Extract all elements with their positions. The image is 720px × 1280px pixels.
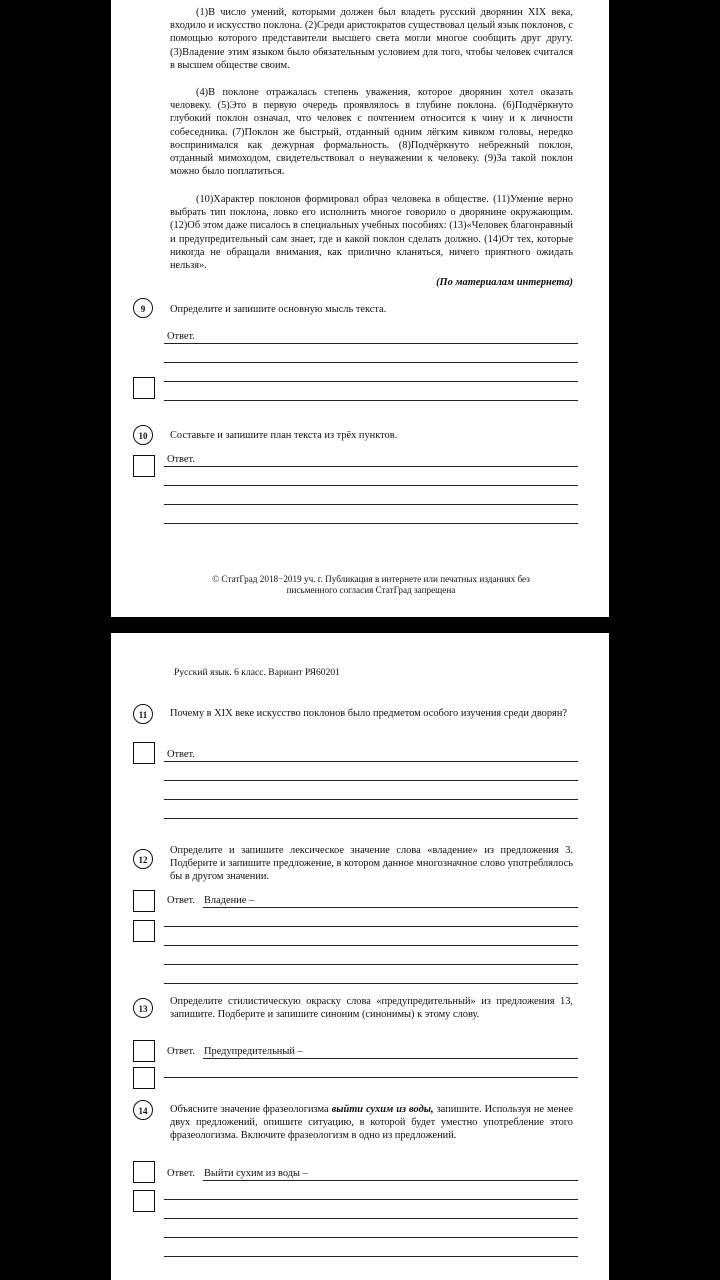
answer-line[interactable] <box>164 504 578 505</box>
question-12-number: 12 <box>133 849 153 869</box>
text-paragraph-3: (10)Характер поклонов формировал образ человека в обществе. (11)Умение верно выбрать тип поклона, ловко его исполнить многое говорило о дворянине окружающим. (12)Об этом даже писалось в специальных учебных пособиях: (13)«Человек благонравный и предупредительный сам знает, где и какой поклон сделать должно. (14)От тех, которые никогда не обращали внимания, как прилично кланяться, ничего приятного ожидать нельзя». <box>170 194 573 272</box>
answer-line[interactable] <box>164 799 578 800</box>
answer-line[interactable] <box>164 1218 578 1219</box>
score-box[interactable] <box>133 377 155 399</box>
question-12-answer-prefix: Владение – <box>204 895 255 906</box>
answer-line[interactable] <box>164 1256 578 1257</box>
question-14-text-before: Объясните значение фразеологизма <box>170 1104 332 1115</box>
question-9-number: 9 <box>133 298 153 318</box>
score-box[interactable] <box>133 742 155 764</box>
answer-line[interactable] <box>164 1077 578 1078</box>
score-box[interactable] <box>133 1040 155 1062</box>
question-13-answer-label: Ответ. <box>167 1046 195 1057</box>
question-10-text: Составьте и запишите план текста из трёх пунктов. <box>170 430 398 441</box>
answer-line[interactable] <box>203 1058 578 1059</box>
answer-line[interactable] <box>164 964 578 965</box>
question-14-answer-label: Ответ. <box>167 1168 195 1179</box>
page-header: Русский язык. 6 класс. Вариант РЯ60201 <box>174 667 340 678</box>
phraseologism: выйти сухим из воды, <box>331 1104 434 1115</box>
answer-line[interactable] <box>203 1180 578 1181</box>
question-13-number: 13 <box>133 998 153 1018</box>
question-11-number: 11 <box>133 704 153 724</box>
answer-line[interactable] <box>164 381 578 382</box>
question-10-answer-label: Ответ. <box>167 454 195 465</box>
answer-line[interactable] <box>164 1237 578 1238</box>
copyright-footer-line-1: © СтатГрад 2018−2019 уч. г. Публикация в интернете или печатных изданиях без <box>212 574 530 584</box>
score-box[interactable] <box>133 1190 155 1212</box>
question-13-answer-prefix: Предупредительный – <box>204 1046 303 1057</box>
copyright-footer-line-2: письменного согласия СтатГрад запрещена <box>286 585 456 595</box>
text-paragraph-1: (1)В число умений, которыми должен был владеть русский дворянин XIX века, входило и искусство поклона. (2)Среди аристократов существовал целый язык поклонов, с помощью которого представители высшего света могли многое сообщить друг другу. (3)Владение этим языком было обязательным условием для того, чтобы человек считался в высшем обществе своим. <box>170 7 573 71</box>
exam-page-1 <box>111 0 609 617</box>
question-14-number: 14 <box>133 1100 153 1120</box>
answer-line[interactable] <box>164 485 578 486</box>
text-paragraph-2: (4)В поклоне отражалась степень уважения, которое дворянин хотел оказать человеку. (5)Это в первую очередь проявлялось в глубине поклона. (6)Подчёркнуто глубокий поклон означал, что человек с почтением относится к чину и к личности собеседника. (7)Поклон же быстрый, отданный одним лёгким кивком головы, нередко воспринимался как дежурная формальность. (8)Подчёркнуто небрежный поклон, отданный мимоходом, свидетельствовал о неуважении к человеку. (9)За такой поклон можно было поплатиться. <box>170 87 573 178</box>
answer-line[interactable] <box>164 523 578 524</box>
answer-line[interactable] <box>164 983 578 984</box>
answer-line[interactable] <box>164 926 578 927</box>
question-12-answer-label: Ответ. <box>167 895 195 906</box>
exam-page-2 <box>111 633 609 1280</box>
score-box[interactable] <box>133 920 155 942</box>
answer-line[interactable] <box>164 945 578 946</box>
question-14-text <box>170 1104 573 1142</box>
answer-line[interactable] <box>164 400 578 401</box>
score-box[interactable] <box>133 1067 155 1089</box>
question-10-number: 10 <box>133 425 153 445</box>
question-12-text: Определите и запишите лексическое значение слова «владение» из предложения 3. Подберите и запишите предложение, в котором данное многозначное слово употреблялось бы в другом значении. <box>170 845 573 882</box>
question-9-answer-label: Ответ. <box>167 331 195 342</box>
answer-line[interactable] <box>164 818 578 819</box>
question-11-text: Почему в XIX веке искусство поклонов было предметом особого изучения среди дворян? <box>170 708 567 719</box>
question-13-text: Определите стилистическую окраску слова «предупредительный» из предложения 13, запишите. Подберите и запишите синоним (синонимы) к этому слову. <box>170 996 573 1020</box>
answer-line[interactable] <box>164 780 578 781</box>
question-11-answer-label: Ответ. <box>167 749 195 760</box>
answer-line[interactable] <box>164 362 578 363</box>
score-box[interactable] <box>133 455 155 477</box>
score-box[interactable] <box>133 1161 155 1183</box>
score-box[interactable] <box>133 890 155 912</box>
question-14-answer-prefix: Выйти сухим из воды – <box>204 1168 308 1179</box>
answer-line[interactable] <box>203 907 578 908</box>
question-9-text: Определите и запишите основную мысль текста. <box>170 304 387 315</box>
answer-line[interactable] <box>164 761 578 762</box>
text-source: (По материалам интернета) <box>436 277 573 288</box>
answer-line[interactable] <box>164 343 578 344</box>
answer-line[interactable] <box>164 466 578 467</box>
answer-line[interactable] <box>164 1199 578 1200</box>
question-14-text-after: запишите. Используя не менее двух предложений, опишите ситуацию, в которой будет уместно употребление этого фразеологизма. Включите фразеологизм в одно из предложений. <box>170 1104 573 1141</box>
